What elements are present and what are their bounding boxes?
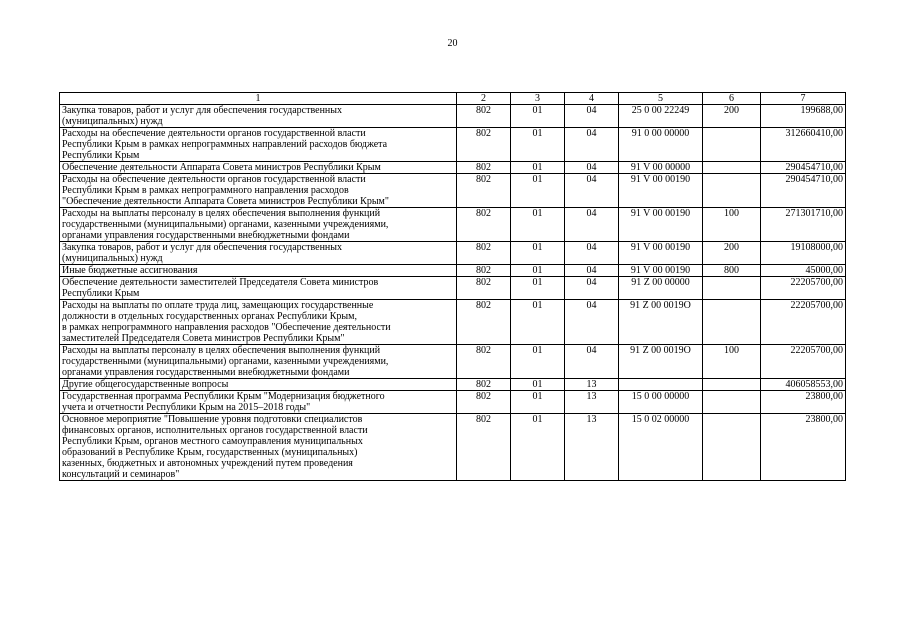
- amount-cell: 23800,00: [761, 391, 846, 414]
- expense-name-cell: Обеспечение деятельности Аппарата Совета министров Республики Крым: [60, 162, 457, 174]
- header-cell: 5: [619, 93, 703, 105]
- ministry-code-cell: 802: [457, 379, 511, 391]
- amount-cell: 290454710,00: [761, 162, 846, 174]
- table-row: [60, 208, 846, 242]
- expense-type-cell: [703, 128, 761, 162]
- amount-cell: 199688,00: [761, 105, 846, 128]
- section-code-cell: 01: [511, 300, 565, 345]
- table-row: [60, 128, 846, 162]
- table-row: [60, 242, 846, 265]
- expense-name-cell: Расходы на обеспечение деятельности органов государственной власти Республики Крым в рамках непрограммных направлений расходов бюджета Республики Крым: [60, 128, 457, 162]
- section-code-cell: 01: [511, 391, 565, 414]
- ministry-code-cell: 802: [457, 300, 511, 345]
- target-article-cell: 91 Z 00 0019O: [619, 300, 703, 345]
- target-article-cell: 91 V 00 00000: [619, 162, 703, 174]
- expense-type-cell: [703, 277, 761, 300]
- expense-type-cell: 100: [703, 345, 761, 379]
- subsection-code-cell: 13: [565, 391, 619, 414]
- subsection-code-cell: 13: [565, 379, 619, 391]
- expense-type-cell: 200: [703, 242, 761, 265]
- subsection-code-cell: 04: [565, 208, 619, 242]
- target-article-cell: [619, 379, 703, 391]
- table-row: [60, 265, 846, 277]
- expense-name-cell: Обеспечение деятельности заместителей Председателя Совета министров Республики Крым: [60, 277, 457, 300]
- header-cell: 4: [565, 93, 619, 105]
- table-row: [60, 300, 846, 345]
- subsection-code-cell: 04: [565, 277, 619, 300]
- section-code-cell: 01: [511, 208, 565, 242]
- table-row: [60, 379, 846, 391]
- ministry-code-cell: 802: [457, 174, 511, 208]
- section-code-cell: 01: [511, 379, 565, 391]
- expense-type-cell: [703, 379, 761, 391]
- target-article-cell: 91 V 00 00190: [619, 174, 703, 208]
- expense-type-cell: [703, 300, 761, 345]
- subsection-code-cell: 04: [565, 265, 619, 277]
- expense-type-cell: 100: [703, 208, 761, 242]
- section-code-cell: 01: [511, 277, 565, 300]
- section-code-cell: 01: [511, 414, 565, 481]
- target-article-cell: 91 V 00 00190: [619, 242, 703, 265]
- expense-type-cell: [703, 414, 761, 481]
- expense-type-cell: [703, 391, 761, 414]
- amount-cell: 22205700,00: [761, 300, 846, 345]
- subsection-code-cell: 04: [565, 300, 619, 345]
- budget-table: [59, 92, 846, 481]
- subsection-code-cell: 04: [565, 345, 619, 379]
- table-row: [60, 277, 846, 300]
- section-code-cell: 01: [511, 242, 565, 265]
- amount-cell: 22205700,00: [761, 277, 846, 300]
- ministry-code-cell: 802: [457, 208, 511, 242]
- header-cell: 7: [761, 93, 846, 105]
- expense-name-cell: Основное мероприятие "Повышение уровня подготовки специалистов финансовых органов, исполнительных органов государственной власти Республики Крым, органов местного самоуправления муниципальных образований в Республике Крым, государственных (муниципальных) казенных, бюджетных и автономных учреждений путем проведения консультаций и семинаров": [60, 414, 457, 481]
- ministry-code-cell: 802: [457, 128, 511, 162]
- header-cell: 3: [511, 93, 565, 105]
- target-article-cell: 25 0 00 22249: [619, 105, 703, 128]
- ministry-code-cell: 802: [457, 265, 511, 277]
- target-article-cell: 91 Z 00 0019O: [619, 345, 703, 379]
- table-row: [60, 105, 846, 128]
- amount-cell: 290454710,00: [761, 174, 846, 208]
- expense-name-cell: Иные бюджетные ассигнования: [60, 265, 457, 277]
- expense-type-cell: [703, 174, 761, 208]
- amount-cell: 23800,00: [761, 414, 846, 481]
- amount-cell: 22205700,00: [761, 345, 846, 379]
- table-row: [60, 414, 846, 481]
- amount-cell: 406058553,00: [761, 379, 846, 391]
- subsection-code-cell: 04: [565, 162, 619, 174]
- section-code-cell: 01: [511, 162, 565, 174]
- header-cell: 1: [60, 93, 457, 105]
- section-code-cell: 01: [511, 105, 565, 128]
- table-row: [60, 391, 846, 414]
- ministry-code-cell: 802: [457, 105, 511, 128]
- target-article-cell: 91 Z 00 00000: [619, 277, 703, 300]
- table-row: [60, 162, 846, 174]
- amount-cell: 312660410,00: [761, 128, 846, 162]
- table-row: [60, 174, 846, 208]
- target-article-cell: 15 0 00 00000: [619, 391, 703, 414]
- ministry-code-cell: 802: [457, 391, 511, 414]
- ministry-code-cell: 802: [457, 242, 511, 265]
- ministry-code-cell: 802: [457, 162, 511, 174]
- header-row: [60, 93, 846, 105]
- expense-type-cell: 800: [703, 265, 761, 277]
- subsection-code-cell: 04: [565, 242, 619, 265]
- target-article-cell: 91 V 00 00190: [619, 265, 703, 277]
- target-article-cell: 91 0 00 00000: [619, 128, 703, 162]
- subsection-code-cell: 04: [565, 105, 619, 128]
- expense-name-cell: Расходы на обеспечение деятельности органов государственной власти Республики Крым в рамках непрограммного направления расходов "Обеспечение деятельности Аппарата Совета министров Республики Крым": [60, 174, 457, 208]
- section-code-cell: 01: [511, 265, 565, 277]
- header-cell: 6: [703, 93, 761, 105]
- amount-cell: 45000,00: [761, 265, 846, 277]
- expense-name-cell: Закупка товаров, работ и услуг для обеспечения государственных (муниципальных) нужд: [60, 242, 457, 265]
- amount-cell: 271301710,00: [761, 208, 846, 242]
- table-row: [60, 345, 846, 379]
- target-article-cell: 91 V 00 00190: [619, 208, 703, 242]
- subsection-code-cell: 04: [565, 174, 619, 208]
- section-code-cell: 01: [511, 128, 565, 162]
- subsection-code-cell: 13: [565, 414, 619, 481]
- expense-name-cell: Другие общегосударственные вопросы: [60, 379, 457, 391]
- expense-name-cell: Государственная программа Республики Крым "Модернизация бюджетного учета и отчетности Республики Крым на 2015–2018 годы": [60, 391, 457, 414]
- expense-name-cell: Расходы на выплаты по оплате труда лиц, замещающих государственные должности в отдельных государственных органах Республики Крым, в рамках непрограммного направления расходов "Обеспечение деятельности заместителей Председателя Совета министров Республики Крым": [60, 300, 457, 345]
- page-number: 20: [447, 38, 458, 49]
- amount-cell: 19108000,00: [761, 242, 846, 265]
- header-cell: 2: [457, 93, 511, 105]
- expense-type-cell: [703, 162, 761, 174]
- expense-name-cell: Закупка товаров, работ и услуг для обеспечения государственных (муниципальных) нужд: [60, 105, 457, 128]
- section-code-cell: 01: [511, 345, 565, 379]
- ministry-code-cell: 802: [457, 345, 511, 379]
- expense-name-cell: Расходы на выплаты персоналу в целях обеспечения выполнения функций государственными (муниципальными) органами, казенными учреждениями, органами управления государственными внебюджетными фондами: [60, 345, 457, 379]
- subsection-code-cell: 04: [565, 128, 619, 162]
- expense-type-cell: 200: [703, 105, 761, 128]
- ministry-code-cell: 802: [457, 414, 511, 481]
- target-article-cell: 15 0 02 00000: [619, 414, 703, 481]
- ministry-code-cell: 802: [457, 277, 511, 300]
- expense-name-cell: Расходы на выплаты персоналу в целях обеспечения выполнения функций государственными (муниципальными) органами, казенными учреждениями, органами управления государственными внебюджетными фондами: [60, 208, 457, 242]
- section-code-cell: 01: [511, 174, 565, 208]
